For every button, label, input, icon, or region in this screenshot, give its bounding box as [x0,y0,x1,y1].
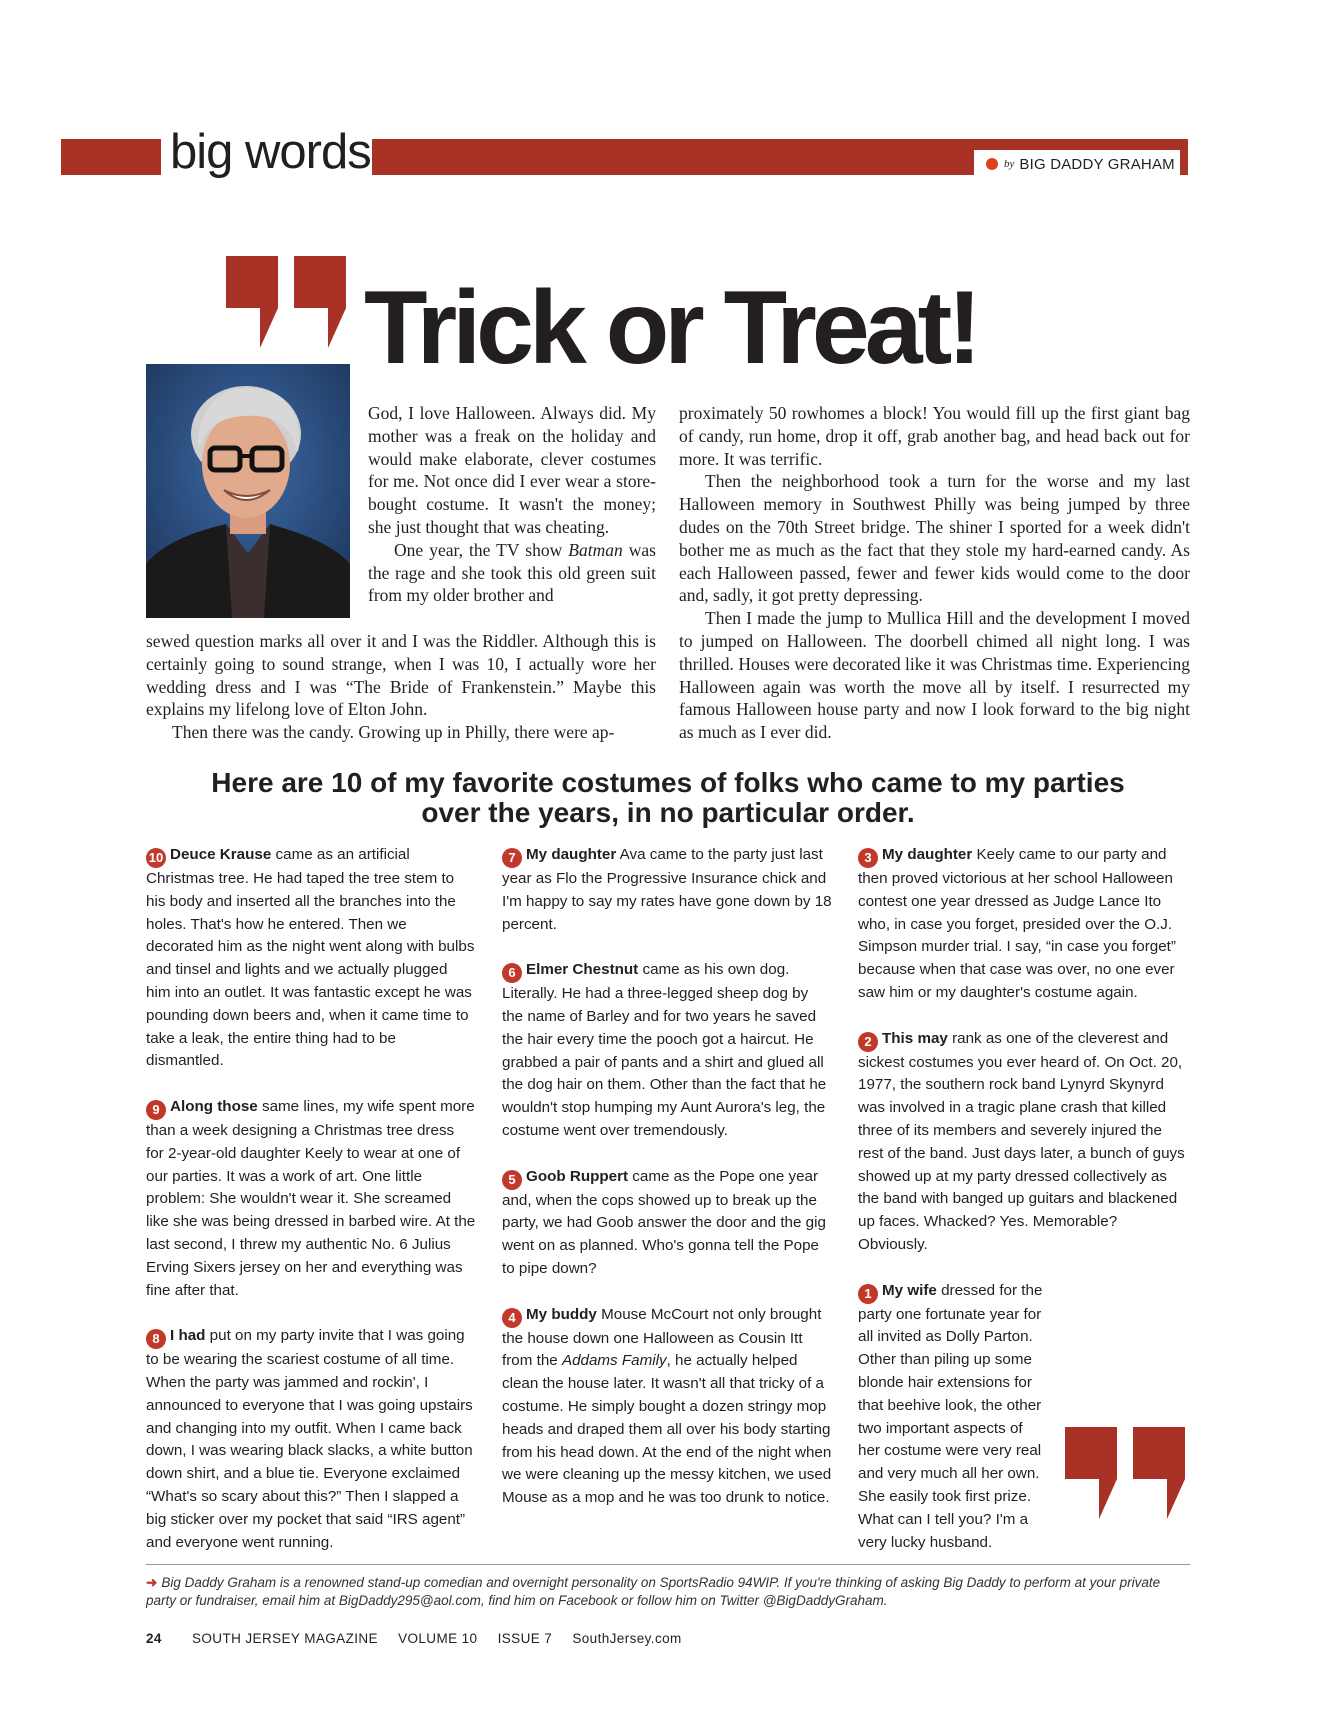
headline: Trick or Treat! [364,270,977,386]
number-badge: 3 [858,848,878,868]
arrow-icon: ➜ [146,1575,158,1590]
author-bio: ➜ Big Daddy Graham is a renowned stand-up comedian and overnight personality on SportsRadio 94WIP. If you're thinking of asking Big Daddy to perform at your private party or fundraiser, email him at BigDaddy295@aol.com, find him on Facebook or follow him on Twitter @BigDaddyGraham. [146,1575,1161,1608]
intro-paragraph: One year, the TV show Batman was the rage and she took this old green suit from my older brother and [368,539,656,606]
number-badge: 2 [858,1032,878,1052]
folio [146,1631,698,1646]
website: SouthJersey.com [572,1631,682,1646]
byline [974,150,1180,178]
author-photo [146,364,350,618]
list-column-2 [502,844,832,1533]
number-badge: 8 [146,1329,166,1349]
number-badge: 1 [858,1284,878,1304]
section-title: big words [170,125,371,179]
list-item: 1 My wife dressed for the party one fortunate year for all invited as Dolly Parton. Other than piling up some blonde hair extensions for that beehive look, the other two important aspects of her costume were very real and very much all her own. She easily took first prize. What can I tell you? I'm a very lucky husband. [858,1281,1043,1551]
list-item: 9 Along those same lines, my wife spent more than a week designing a Christmas tree dress for 2-year-old daughter Keely to wear at one of our parties. It was a work of art. One little problem: She wouldn't wear it. She screamed like she was being dressed in barbed wire. At the last second, I threw my authentic No. 6 Julius Erving Sixers jersey on her and everything was fine after that. [146,1097,476,1299]
number-badge: 10 [146,848,166,868]
intro-paragraph: proximately 50 rowhomes a block! You would fill up the first giant bag of candy, run home, drop it off, grab another bag, and head back out for more. It was terrific. [679,403,1190,469]
list-item: 6 Elmer Chestnut came as his own dog. Literally. He had a three-legged sheep dog by the name of Barley and for two years he saved the hair every time the pooch got a haircut. He grabbed a pair of pants and a shirt and glued all the dog hair on them. Other than the fact that he wouldn't stop humping my Aunt Aurora's leg, the costume went over tremendously. [502,961,827,1139]
number-badge: 5 [502,1170,522,1190]
intro-column-1-bottom [146,630,656,744]
intro-paragraph: God, I love Halloween. Always did. My mother was a freak on the holiday and would make elaborate, clever costumes for me. Not once did I ever wear a store-bought costume. It wasn't the money; she just thought that was cheating. [368,403,656,537]
list-subhead: Here are 10 of my favorite costumes of folks who came to my parties over the years, in no particular order. [211,767,1125,828]
list-item: 3 My daughter Keely came to our party and then proved victorious at her school Halloween contest one year dressed as Judge Lance Ito who, in case you forget, presided over the O.J. Simpson murder trial. I say, “in case you forget” because when that case was over, no one ever saw him or my daughter's costume again. [858,846,1176,1001]
intro-paragraph: Then the neighborhood took a turn for the worse and my last Halloween memory in Southwest Philly was being jumped by three dudes on the 70th Street bridge. The shiner I sported for a week didn't bother me as much as the fact that they stole my hard-earned candy. As each Halloween passed, fewer and fewer kids would come to the door and, sadly, it got pretty depressing. [679,471,1190,606]
open-quote-icon [226,256,348,348]
footer-rule [146,1564,1190,1565]
issue: ISSUE 7 [497,1631,553,1646]
intro-paragraph: Then there was the candy. Growing up in Philly, there were ap- [172,722,615,743]
list-item: 2 This may rank as one of the cleverest and sickest costumes you ever heard of. On Oct. 20, 1977, the southern rock band Lynyrd Skynyrd was involved in a tragic plane crash that killed three of its members and severely injured the rest of the band. Just days later, a bunch of guys showed up at my party dressed collectively as the band with banged up guitars and blackened up faces. Whacked? Yes. Memorable? Obviously. [858,1029,1185,1253]
volume: VOLUME 10 [398,1631,478,1646]
list-item: 5 Goob Ruppert came as the Pope one year and, when the cops showed up to break up the party, we had Goob answer the door and the gig went on as planned. Who's gonna tell the Pope to pipe down? [502,1167,826,1277]
intro-paragraph: sewed question marks all over it and I was the Riddler. Although this is certainly going to sound strange, when I was 10, I actually wore her wedding dress and I was “The Bride of Frankenstein.” Maybe this explains my lifelong love of Elton John. [146,631,656,720]
intro-paragraph: Then I made the jump to Mullica Hill and the development I moved to jumped on Halloween. The doorbell chimed all night long. I was thrilled. Houses were decorated like it was Christmas time. Experiencing Halloween again was worth the move all by itself. I resurrected my famous Halloween house party and now I look forward to the big night as much as I ever did. [679,608,1190,743]
list-item: 10 Deuce Krause came as an artificial Christmas tree. He had taped the tree stem to his body and inserted all the branches into the holes. That's how he entered. Then we decorated him as the night went along with bulbs and tinsel and lights and we actually plugged him into an outlet. It was fantastic except he was pounding down beers and, when it came time to take a leak, the entire thing had to be dismantled. [146,846,475,1070]
number-badge: 4 [502,1308,522,1328]
bullet-icon [986,158,998,170]
intro-column-1-top [368,402,656,607]
number-badge: 7 [502,848,522,868]
close-quote-icon [1065,1427,1187,1519]
byline-by: by [1004,158,1015,170]
magazine-name: SOUTH JERSEY MAGAZINE [191,1631,378,1646]
intro-column-2 [679,402,1190,744]
list-item: 4 My buddy Mouse McCourt not only brought the house down one Halloween as Cousin Itt from the Addams Family, he actually helped clean the house later. It wasn't all that tricky of a costume. He simply bought a dozen stringy mop heads and draped them all over his body starting from his head down. At the end of the night when we were cleaning up the messy kitchen, we used Mouse as a mop and he was too drunk to notice. [502,1305,832,1507]
page-number: 24 [146,1631,162,1646]
list-column-1 [146,844,476,1577]
list-item: 7 My daughter Ava came to the party just last year as Flo the Progressive Insurance chick and I'm happy to say my rates have gone down by 18 percent. [502,846,832,933]
header-bar-left [61,139,161,175]
number-badge: 6 [502,963,522,983]
byline-name: BIG DADDY GRAHAM [1019,155,1175,173]
number-badge: 9 [146,1100,166,1120]
list-item: 8 I had put on my party invite that I was going to be wearing the scariest costume of all time. When the party was jammed and rockin', I announced to everyone that I was going upstairs and changing into my outfit. When I came back down, I was wearing black slacks, a white button down shirt, and a blue tie. Everyone exclaimed “What's so scary about this?” Then I slapped a big sticker over my pocket that said “IRS agent” and everyone went running. [146,1327,473,1551]
